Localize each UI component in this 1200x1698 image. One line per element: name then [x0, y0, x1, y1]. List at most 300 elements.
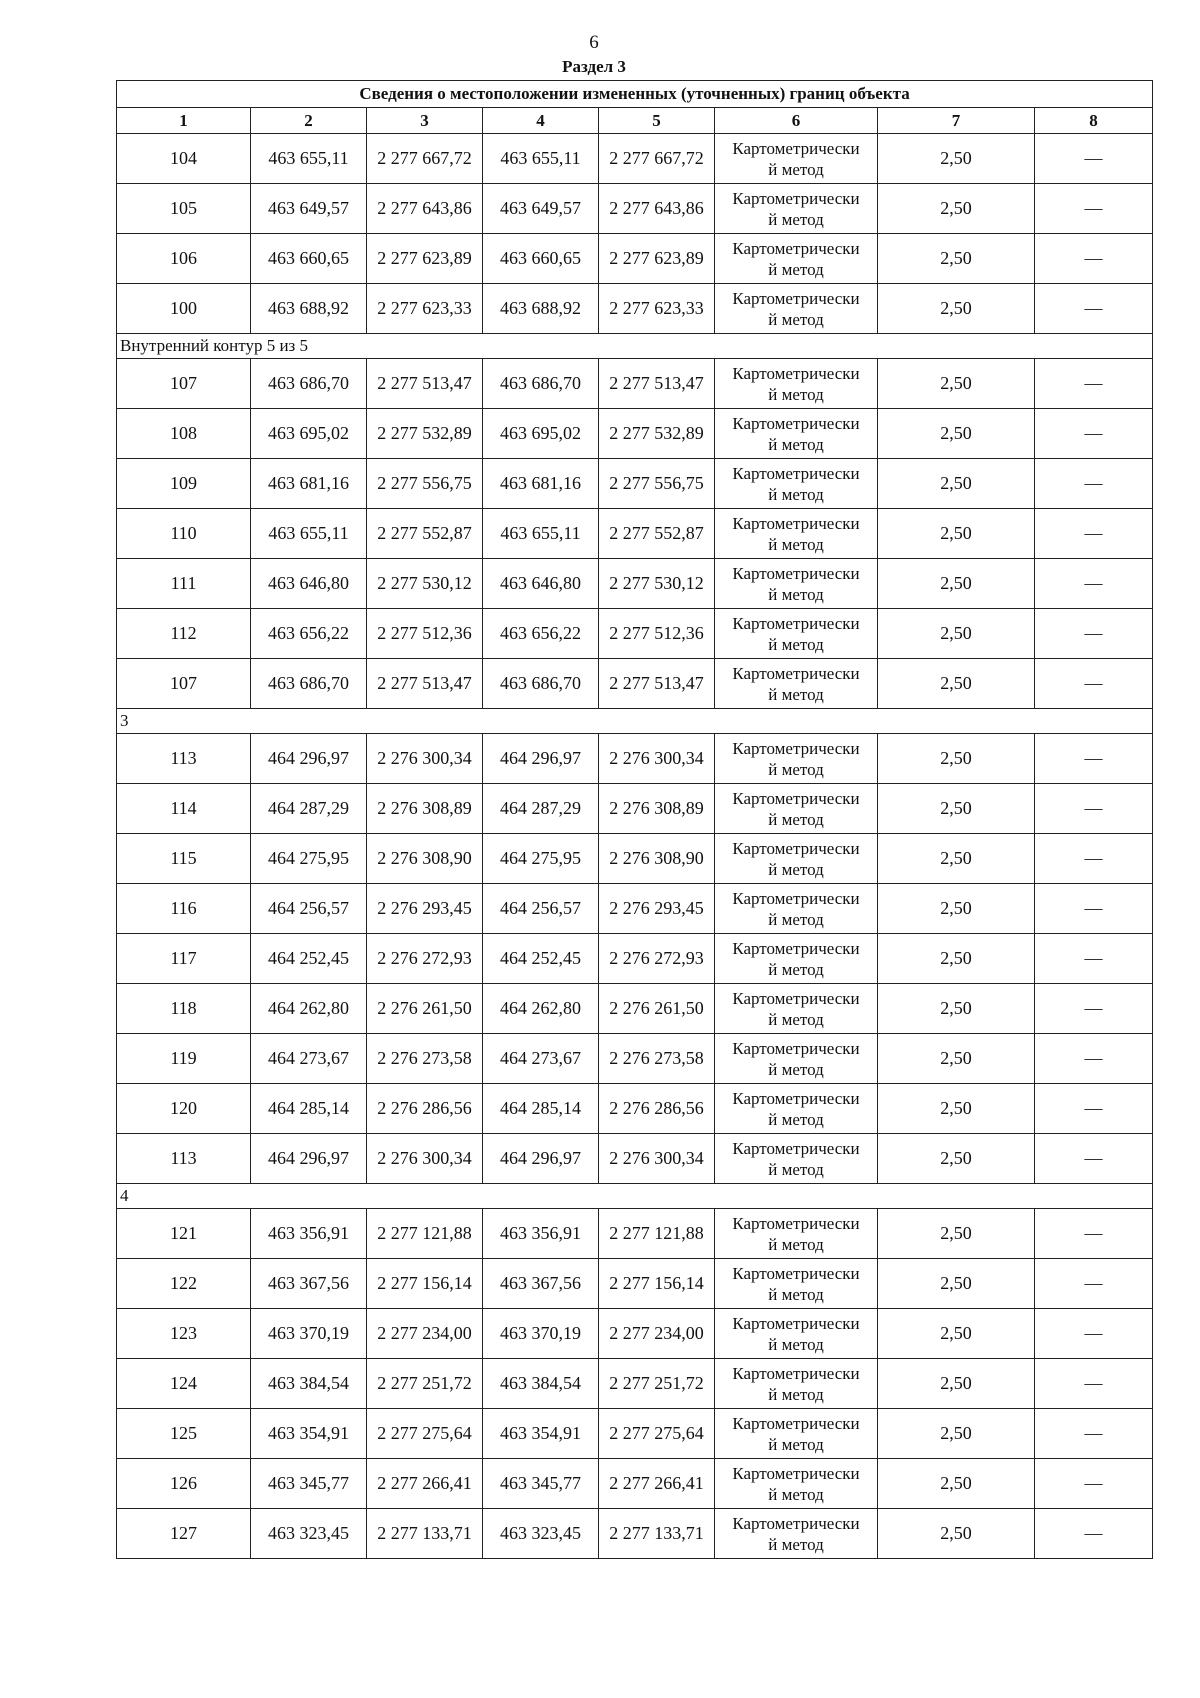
- column-header: 1: [117, 108, 251, 134]
- description-cell: —: [1035, 934, 1153, 984]
- y-coordinate-cell: 2 277 156,14: [367, 1259, 483, 1309]
- method-line: Картометрически: [732, 838, 860, 858]
- table-row: [117, 559, 1153, 609]
- accuracy-cell: 2,50: [878, 884, 1035, 934]
- y-coordinate-cell: 2 276 300,34: [367, 1134, 483, 1184]
- y-coordinate-cell: 2 277 556,75: [367, 459, 483, 509]
- x-coordinate-cell: 463 656,22: [483, 609, 599, 659]
- column-header: 6: [715, 108, 878, 134]
- point-number-cell: 119: [117, 1034, 251, 1084]
- x-coordinate-cell: 464 296,97: [251, 734, 367, 784]
- point-number-cell: 125: [117, 1409, 251, 1459]
- method-line: Картометрически: [732, 563, 860, 583]
- description-cell: —: [1035, 659, 1153, 709]
- method-cell: [715, 834, 878, 884]
- x-coordinate-cell: 463 646,80: [483, 559, 599, 609]
- table-row: [117, 359, 1153, 409]
- method-cell: [715, 1309, 878, 1359]
- method-line: й метод: [768, 384, 824, 404]
- method-line: Картометрически: [732, 1263, 860, 1283]
- table-row: [117, 1459, 1153, 1509]
- method-line: Картометрически: [732, 188, 860, 208]
- point-number-cell: 111: [117, 559, 251, 609]
- method-line: Картометрически: [732, 1513, 860, 1533]
- method-cell: [715, 1259, 878, 1309]
- x-coordinate-cell: 463 649,57: [251, 184, 367, 234]
- method-line: й метод: [768, 634, 824, 654]
- method-cell: [715, 1459, 878, 1509]
- method-cell: [715, 1134, 878, 1184]
- method-line: й метод: [768, 1334, 824, 1354]
- y-coordinate-cell: 2 276 300,34: [599, 734, 715, 784]
- table-row: [117, 659, 1153, 709]
- y-coordinate-cell: 2 276 272,93: [599, 934, 715, 984]
- point-number-cell: 114: [117, 784, 251, 834]
- x-coordinate-cell: 463 656,22: [251, 609, 367, 659]
- table-row: [117, 609, 1153, 659]
- y-coordinate-cell: 2 277 133,71: [599, 1509, 715, 1559]
- point-number-cell: 110: [117, 509, 251, 559]
- x-coordinate-cell: 463 646,80: [251, 559, 367, 609]
- table-row: [117, 1509, 1153, 1559]
- method-line: й метод: [768, 1009, 824, 1029]
- table-row: [117, 1259, 1153, 1309]
- accuracy-cell: 2,50: [878, 1034, 1035, 1084]
- description-cell: —: [1035, 134, 1153, 184]
- description-cell: —: [1035, 1459, 1153, 1509]
- table-row: [117, 509, 1153, 559]
- column-header: 8: [1035, 108, 1153, 134]
- method-cell: [715, 459, 878, 509]
- table-row: [117, 784, 1153, 834]
- table-row: [117, 934, 1153, 984]
- y-coordinate-cell: 2 276 261,50: [367, 984, 483, 1034]
- accuracy-cell: 2,50: [878, 1259, 1035, 1309]
- y-coordinate-cell: 2 276 308,90: [367, 834, 483, 884]
- description-cell: —: [1035, 1309, 1153, 1359]
- method-cell: [715, 284, 878, 334]
- accuracy-cell: 2,50: [878, 1084, 1035, 1134]
- x-coordinate-cell: 464 285,14: [483, 1084, 599, 1134]
- point-number-cell: 118: [117, 984, 251, 1034]
- x-coordinate-cell: 464 273,67: [483, 1034, 599, 1084]
- method-line: Картометрически: [732, 1038, 860, 1058]
- x-coordinate-cell: 463 356,91: [251, 1209, 367, 1259]
- y-coordinate-cell: 2 277 251,72: [367, 1359, 483, 1409]
- x-coordinate-cell: 463 323,45: [483, 1509, 599, 1559]
- y-coordinate-cell: 2 277 530,12: [367, 559, 483, 609]
- point-number-cell: 113: [117, 1134, 251, 1184]
- description-cell: —: [1035, 1209, 1153, 1259]
- x-coordinate-cell: 463 655,11: [251, 134, 367, 184]
- method-line: Картометрически: [732, 1363, 860, 1383]
- accuracy-cell: 2,50: [878, 409, 1035, 459]
- description-cell: —: [1035, 834, 1153, 884]
- description-cell: —: [1035, 1359, 1153, 1409]
- column-header: 3: [367, 108, 483, 134]
- y-coordinate-cell: 2 277 667,72: [599, 134, 715, 184]
- accuracy-cell: 2,50: [878, 984, 1035, 1034]
- accuracy-cell: 2,50: [878, 1309, 1035, 1359]
- y-coordinate-cell: 2 276 308,89: [599, 784, 715, 834]
- method-line: Картометрически: [732, 138, 860, 158]
- method-cell: [715, 359, 878, 409]
- table-row: [117, 459, 1153, 509]
- method-cell: [715, 884, 878, 934]
- y-coordinate-cell: 2 276 273,58: [599, 1034, 715, 1084]
- x-coordinate-cell: 464 256,57: [483, 884, 599, 934]
- group-row: [117, 1184, 1153, 1209]
- point-number-cell: 107: [117, 659, 251, 709]
- table-caption: Сведения о местоположении измененных (уточненных) границ объекта: [117, 81, 1153, 108]
- table-row: [117, 184, 1153, 234]
- accuracy-cell: 2,50: [878, 784, 1035, 834]
- x-coordinate-cell: 463 345,77: [483, 1459, 599, 1509]
- method-line: й метод: [768, 1284, 824, 1304]
- accuracy-cell: 2,50: [878, 559, 1035, 609]
- x-coordinate-cell: 464 287,29: [251, 784, 367, 834]
- x-coordinate-cell: 463 370,19: [483, 1309, 599, 1359]
- y-coordinate-cell: 2 277 234,00: [599, 1309, 715, 1359]
- method-cell: [715, 1209, 878, 1259]
- x-coordinate-cell: 463 345,77: [251, 1459, 367, 1509]
- method-line: Картометрически: [732, 613, 860, 633]
- description-cell: —: [1035, 284, 1153, 334]
- accuracy-cell: 2,50: [878, 1359, 1035, 1409]
- x-coordinate-cell: 464 275,95: [251, 834, 367, 884]
- y-coordinate-cell: 2 277 133,71: [367, 1509, 483, 1559]
- x-coordinate-cell: 463 354,91: [251, 1409, 367, 1459]
- point-number-cell: 113: [117, 734, 251, 784]
- method-line: й метод: [768, 809, 824, 829]
- accuracy-cell: 2,50: [878, 1459, 1035, 1509]
- y-coordinate-cell: 2 276 293,45: [599, 884, 715, 934]
- method-line: й метод: [768, 1384, 824, 1404]
- method-cell: [715, 1084, 878, 1134]
- method-line: й метод: [768, 434, 824, 454]
- method-line: й метод: [768, 684, 824, 704]
- method-cell: [715, 734, 878, 784]
- method-cell: [715, 659, 878, 709]
- accuracy-cell: 2,50: [878, 509, 1035, 559]
- accuracy-cell: 2,50: [878, 234, 1035, 284]
- x-coordinate-cell: 463 323,45: [251, 1509, 367, 1559]
- y-coordinate-cell: 2 277 121,88: [367, 1209, 483, 1259]
- point-number-cell: 122: [117, 1259, 251, 1309]
- point-number-cell: 124: [117, 1359, 251, 1409]
- x-coordinate-cell: 464 296,97: [483, 1134, 599, 1184]
- group-label: Внутренний контур 5 из 5: [117, 334, 1153, 359]
- table-row: [117, 1209, 1153, 1259]
- x-coordinate-cell: 463 681,16: [251, 459, 367, 509]
- accuracy-cell: 2,50: [878, 609, 1035, 659]
- method-line: Картометрически: [732, 1313, 860, 1333]
- method-line: й метод: [768, 859, 824, 879]
- description-cell: —: [1035, 734, 1153, 784]
- point-number-cell: 108: [117, 409, 251, 459]
- method-line: Картометрически: [732, 1413, 860, 1433]
- method-line: й метод: [768, 209, 824, 229]
- description-cell: —: [1035, 184, 1153, 234]
- method-cell: [715, 409, 878, 459]
- x-coordinate-cell: 464 296,97: [483, 734, 599, 784]
- x-coordinate-cell: 463 367,56: [483, 1259, 599, 1309]
- x-coordinate-cell: 464 287,29: [483, 784, 599, 834]
- point-number-cell: 100: [117, 284, 251, 334]
- point-number-cell: 116: [117, 884, 251, 934]
- method-line: Картометрически: [732, 938, 860, 958]
- method-cell: [715, 134, 878, 184]
- method-cell: [715, 234, 878, 284]
- y-coordinate-cell: 2 277 552,87: [599, 509, 715, 559]
- description-cell: —: [1035, 359, 1153, 409]
- accuracy-cell: 2,50: [878, 284, 1035, 334]
- y-coordinate-cell: 2 277 667,72: [367, 134, 483, 184]
- accuracy-cell: 2,50: [878, 734, 1035, 784]
- point-number-cell: 115: [117, 834, 251, 884]
- method-line: Картометрически: [732, 463, 860, 483]
- y-coordinate-cell: 2 277 513,47: [599, 359, 715, 409]
- x-coordinate-cell: 464 256,57: [251, 884, 367, 934]
- x-coordinate-cell: 463 370,19: [251, 1309, 367, 1359]
- y-coordinate-cell: 2 277 530,12: [599, 559, 715, 609]
- method-cell: [715, 934, 878, 984]
- table-row: [117, 1034, 1153, 1084]
- table-row: [117, 834, 1153, 884]
- method-cell: [715, 609, 878, 659]
- y-coordinate-cell: 2 276 273,58: [367, 1034, 483, 1084]
- coordinates-table: [116, 80, 1153, 1559]
- x-coordinate-cell: 464 273,67: [251, 1034, 367, 1084]
- point-number-cell: 104: [117, 134, 251, 184]
- y-coordinate-cell: 2 276 286,56: [599, 1084, 715, 1134]
- x-coordinate-cell: 463 686,70: [251, 359, 367, 409]
- table-row: [117, 1409, 1153, 1459]
- y-coordinate-cell: 2 276 286,56: [367, 1084, 483, 1134]
- accuracy-cell: 2,50: [878, 659, 1035, 709]
- page-number: 6: [589, 32, 599, 53]
- column-header: 4: [483, 108, 599, 134]
- y-coordinate-cell: 2 277 275,64: [599, 1409, 715, 1459]
- description-cell: —: [1035, 409, 1153, 459]
- description-cell: —: [1035, 1034, 1153, 1084]
- y-coordinate-cell: 2 277 623,89: [599, 234, 715, 284]
- description-cell: —: [1035, 1409, 1153, 1459]
- y-coordinate-cell: 2 277 266,41: [599, 1459, 715, 1509]
- method-line: Картометрически: [732, 413, 860, 433]
- y-coordinate-cell: 2 276 308,89: [367, 784, 483, 834]
- group-row: [117, 334, 1153, 359]
- method-line: й метод: [768, 584, 824, 604]
- point-number-cell: 123: [117, 1309, 251, 1359]
- method-cell: [715, 1034, 878, 1084]
- method-cell: [715, 1409, 878, 1459]
- description-cell: —: [1035, 1509, 1153, 1559]
- table-row: [117, 1359, 1153, 1409]
- point-number-cell: 105: [117, 184, 251, 234]
- method-line: й метод: [768, 1434, 824, 1454]
- x-coordinate-cell: 464 262,80: [483, 984, 599, 1034]
- table-row: [117, 409, 1153, 459]
- description-cell: —: [1035, 459, 1153, 509]
- x-coordinate-cell: 463 356,91: [483, 1209, 599, 1259]
- y-coordinate-cell: 2 277 532,89: [367, 409, 483, 459]
- y-coordinate-cell: 2 277 512,36: [367, 609, 483, 659]
- x-coordinate-cell: 464 275,95: [483, 834, 599, 884]
- y-coordinate-cell: 2 277 643,86: [367, 184, 483, 234]
- table-row: [117, 884, 1153, 934]
- accuracy-cell: 2,50: [878, 359, 1035, 409]
- table-row: [117, 284, 1153, 334]
- y-coordinate-cell: 2 277 266,41: [367, 1459, 483, 1509]
- method-line: Картометрически: [732, 513, 860, 533]
- group-label: 3: [117, 709, 1153, 734]
- method-line: й метод: [768, 909, 824, 929]
- method-line: Картометрически: [732, 788, 860, 808]
- y-coordinate-cell: 2 277 513,47: [367, 359, 483, 409]
- accuracy-cell: 2,50: [878, 1409, 1035, 1459]
- x-coordinate-cell: 463 384,54: [483, 1359, 599, 1409]
- method-line: й метод: [768, 1059, 824, 1079]
- y-coordinate-cell: 2 276 308,90: [599, 834, 715, 884]
- x-coordinate-cell: 463 354,91: [483, 1409, 599, 1459]
- method-cell: [715, 509, 878, 559]
- y-coordinate-cell: 2 277 623,33: [367, 284, 483, 334]
- method-line: й метод: [768, 1234, 824, 1254]
- method-line: й метод: [768, 759, 824, 779]
- table-row: [117, 984, 1153, 1034]
- method-line: Картометрически: [732, 663, 860, 683]
- x-coordinate-cell: 463 367,56: [251, 1259, 367, 1309]
- x-coordinate-cell: 464 296,97: [251, 1134, 367, 1184]
- column-header-row: [117, 108, 1153, 134]
- accuracy-cell: 2,50: [878, 1509, 1035, 1559]
- method-line: й метод: [768, 1534, 824, 1554]
- method-cell: [715, 1509, 878, 1559]
- method-cell: [715, 559, 878, 609]
- column-header: 2: [251, 108, 367, 134]
- group-label: 4: [117, 1184, 1153, 1209]
- column-header: 7: [878, 108, 1035, 134]
- method-line: Картометрически: [732, 988, 860, 1008]
- y-coordinate-cell: 2 277 156,14: [599, 1259, 715, 1309]
- x-coordinate-cell: 463 686,70: [483, 359, 599, 409]
- description-cell: —: [1035, 1259, 1153, 1309]
- method-line: й метод: [768, 1159, 824, 1179]
- x-coordinate-cell: 463 655,11: [483, 509, 599, 559]
- point-number-cell: 120: [117, 1084, 251, 1134]
- table-row: [117, 1309, 1153, 1359]
- x-coordinate-cell: 463 695,02: [251, 409, 367, 459]
- y-coordinate-cell: 2 277 552,87: [367, 509, 483, 559]
- description-cell: —: [1035, 784, 1153, 834]
- method-line: Картометрически: [732, 1138, 860, 1158]
- table-body: [117, 134, 1153, 1559]
- point-number-cell: 107: [117, 359, 251, 409]
- method-cell: [715, 184, 878, 234]
- accuracy-cell: 2,50: [878, 1134, 1035, 1184]
- column-header: 5: [599, 108, 715, 134]
- description-cell: —: [1035, 884, 1153, 934]
- description-cell: —: [1035, 1084, 1153, 1134]
- method-line: Картометрически: [732, 288, 860, 308]
- x-coordinate-cell: 463 655,11: [483, 134, 599, 184]
- method-line: й метод: [768, 484, 824, 504]
- y-coordinate-cell: 2 277 556,75: [599, 459, 715, 509]
- y-coordinate-cell: 2 276 261,50: [599, 984, 715, 1034]
- y-coordinate-cell: 2 277 513,47: [599, 659, 715, 709]
- x-coordinate-cell: 463 681,16: [483, 459, 599, 509]
- table-row: [117, 1084, 1153, 1134]
- y-coordinate-cell: 2 276 300,34: [367, 734, 483, 784]
- method-cell: [715, 984, 878, 1034]
- table-caption-row: [117, 81, 1153, 108]
- point-number-cell: 121: [117, 1209, 251, 1259]
- table-row: [117, 1134, 1153, 1184]
- point-number-cell: 117: [117, 934, 251, 984]
- method-line: Картометрически: [732, 1088, 860, 1108]
- method-line: Картометрически: [732, 1213, 860, 1233]
- x-coordinate-cell: 463 649,57: [483, 184, 599, 234]
- point-number-cell: 106: [117, 234, 251, 284]
- y-coordinate-cell: 2 276 272,93: [367, 934, 483, 984]
- table-row: [117, 234, 1153, 284]
- method-line: Картометрически: [732, 238, 860, 258]
- accuracy-cell: 2,50: [878, 834, 1035, 884]
- table-row: [117, 134, 1153, 184]
- point-number-cell: 112: [117, 609, 251, 659]
- point-number-cell: 126: [117, 1459, 251, 1509]
- method-cell: [715, 1359, 878, 1409]
- y-coordinate-cell: 2 277 275,64: [367, 1409, 483, 1459]
- y-coordinate-cell: 2 276 300,34: [599, 1134, 715, 1184]
- x-coordinate-cell: 464 252,45: [251, 934, 367, 984]
- y-coordinate-cell: 2 277 234,00: [367, 1309, 483, 1359]
- x-coordinate-cell: 464 285,14: [251, 1084, 367, 1134]
- method-line: й метод: [768, 959, 824, 979]
- point-number-cell: 127: [117, 1509, 251, 1559]
- description-cell: —: [1035, 984, 1153, 1034]
- y-coordinate-cell: 2 277 623,89: [367, 234, 483, 284]
- method-line: Картометрически: [732, 888, 860, 908]
- group-row: [117, 709, 1153, 734]
- method-cell: [715, 784, 878, 834]
- x-coordinate-cell: 463 660,65: [483, 234, 599, 284]
- method-line: й метод: [768, 1109, 824, 1129]
- description-cell: —: [1035, 234, 1153, 284]
- point-number-cell: 109: [117, 459, 251, 509]
- accuracy-cell: 2,50: [878, 184, 1035, 234]
- accuracy-cell: 2,50: [878, 1209, 1035, 1259]
- x-coordinate-cell: 463 688,92: [251, 284, 367, 334]
- x-coordinate-cell: 463 660,65: [251, 234, 367, 284]
- method-line: Картометрически: [732, 1463, 860, 1483]
- y-coordinate-cell: 2 277 623,33: [599, 284, 715, 334]
- method-line: Картометрически: [732, 738, 860, 758]
- method-line: й метод: [768, 309, 824, 329]
- method-line: Картометрически: [732, 363, 860, 383]
- section-title: Раздел 3: [562, 57, 626, 76]
- description-cell: —: [1035, 509, 1153, 559]
- x-coordinate-cell: 463 686,70: [251, 659, 367, 709]
- x-coordinate-cell: 464 252,45: [483, 934, 599, 984]
- x-coordinate-cell: 463 384,54: [251, 1359, 367, 1409]
- method-line: й метод: [768, 159, 824, 179]
- y-coordinate-cell: 2 277 513,47: [367, 659, 483, 709]
- accuracy-cell: 2,50: [878, 134, 1035, 184]
- y-coordinate-cell: 2 277 512,36: [599, 609, 715, 659]
- y-coordinate-cell: 2 276 293,45: [367, 884, 483, 934]
